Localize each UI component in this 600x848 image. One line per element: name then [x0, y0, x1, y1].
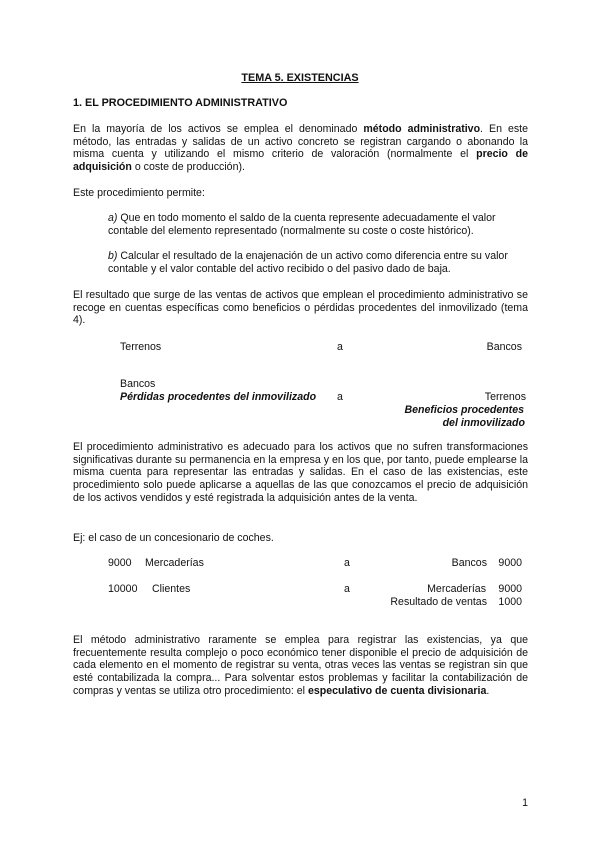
term-metodo-administrativo: método administrativo	[363, 123, 481, 135]
paragraph-intro-text-3: o coste de producción).	[131, 161, 245, 174]
ex1-credit-amount: 9000	[498, 557, 522, 569]
ex2-debit: Clientes	[152, 583, 191, 595]
document-title: TEMA 5. EXISTENCIAS	[241, 72, 359, 84]
paragraph-adecuado: El procedimiento administrativo es adecuado para los activos que no sufren transformaciones significativas durante su permanencia en la empresa y en los que, por tanto, puede emplearse la misma cuenta para representar las entradas y salidas. En el caso de las existencias, este procedimiento solo puede aplicarse a aquellas de las que conozcamos el precio de adquisición de los activos vendidos y esté registrada la adquisición antes de la venta.	[73, 441, 528, 504]
paragraph-intro	[73, 123, 528, 174]
ex2-credit-2: Resultado de ventas	[390, 596, 487, 608]
list-item-b	[108, 250, 528, 276]
paragraph-raramente-text: El método administrativo raramente se emplea para registrar las existencias, ya que frecuentemente resulta complejo o poco económico tener disponible el precio de adquisición de cada elemento en el momento de registrar su venta, otras veces las ventas se registran sin que esté contabilizada la compra... Para solventar estos problemas y facilitar la contabilización de compras y ventas se utiliza otro procedimiento: el	[73, 634, 528, 697]
ex1-amount: 9000	[108, 557, 132, 569]
list-item-b-text: Calcular el resultado de la enajenación de un activo como diferencia entre su valor contable y el valor contable del activo recibido o del pasivo dado de baja.	[108, 250, 508, 275]
paragraph-permite: Este procedimiento permite:	[73, 187, 205, 199]
ex1-a: a	[344, 557, 350, 569]
term-precio-adquisicion: precio de adquisición	[73, 148, 528, 174]
paragraph-raramente	[73, 634, 528, 698]
entry1-debit: Terrenos	[120, 341, 162, 353]
ex2-credit-2-amount: 1000	[498, 596, 522, 608]
ex2-amount: 10000	[108, 583, 138, 595]
list-item-a-label: a)	[108, 212, 118, 224]
ex2-a: a	[344, 583, 350, 595]
ex1-debit: Mercaderías	[145, 557, 204, 569]
list-item-a	[108, 212, 528, 238]
entry2-credit-3: del inmovilizado	[442, 417, 525, 429]
entry1-credit: Bancos	[486, 341, 522, 353]
ex2-credit-1: Mercaderías	[427, 583, 486, 595]
entry2-credit-2: Beneficios procedentes	[404, 404, 524, 416]
page-number: 1	[522, 797, 528, 809]
paragraph-resultado: El resultado que surge de las ventas de activos que emplean el procedimiento administrativo se recoge en cuentas específicas como beneficios o pérdidas procedentes del inmovilizado (tema 4).	[73, 289, 528, 327]
ex1-credit: Bancos	[451, 557, 487, 569]
paragraph-intro-text-1: En la mayoría de los activos se emplea el denominado	[73, 123, 364, 135]
entry2-credit-1: Terrenos	[484, 391, 526, 403]
entry1-a: a	[337, 341, 343, 353]
list-item-b-label: b)	[108, 250, 118, 262]
ex2-credit-1-amount: 9000	[498, 583, 522, 595]
example-heading: Ej: el caso de un concesionario de coches.	[73, 532, 274, 544]
entry2-a: a	[337, 391, 343, 403]
entry2-debit-1: Bancos	[120, 378, 156, 390]
paragraph-raramente-end: .	[486, 684, 490, 697]
section-heading: 1. EL PROCEDIMIENTO ADMINISTRATIVO	[73, 97, 288, 109]
entry2-debit-2: Pérdidas procedentes del inmovilizado	[120, 391, 317, 403]
term-especulativo: especulativo de cuenta divisionaria	[307, 684, 487, 697]
paragraph-intro-text-2: . En este método, las entradas y salidas de un activo concreto se registran cargando o abonando la misma cuenta y utilizando el mismo criterio de valoración (normalmente el	[73, 123, 528, 161]
list-item-a-text: Que en todo momento el saldo de la cuenta represente adecuadamente el valor contable del elemento representado (normalmente su coste o coste histórico).	[108, 212, 496, 237]
